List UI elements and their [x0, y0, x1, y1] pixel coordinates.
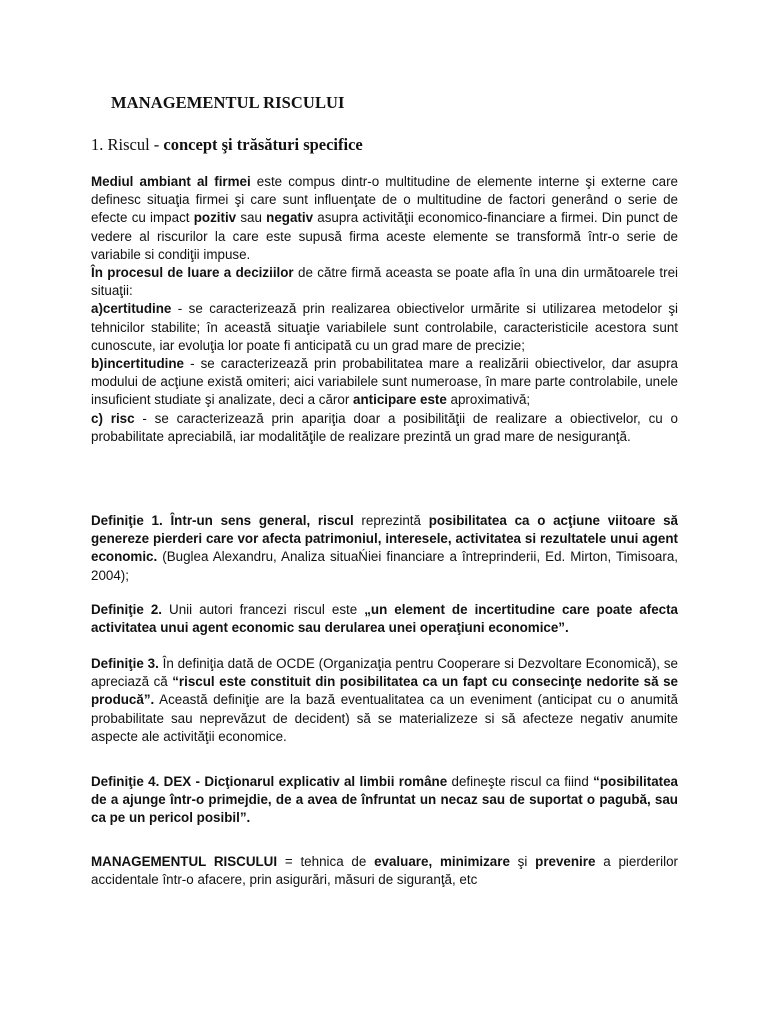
- bold-text: c) risc: [91, 410, 135, 426]
- definition-1: [91, 512, 678, 585]
- text: asupra activităţii economico-financiare a firmei. Din punct de vedere al riscurilor la care este supusă firma aceste elemente se transformă într-o serie de variabile si condiţii impuse.: [91, 210, 678, 262]
- text: (Buglea Alexandru, Analiza situaŃiei financiare a întreprinderii, Ed. Mirton, Timisoara, 2004);: [91, 549, 678, 583]
- bold-text: Definiţie 4. DEX - Dicţionarul explicativ al limbii române: [91, 774, 448, 789]
- definition-2: [91, 601, 678, 637]
- text: aproximativă;: [446, 392, 531, 408]
- paragraph-environment: [91, 173, 678, 264]
- bold-text: Definiţie 2.: [91, 602, 163, 617]
- risk-management-definition: [91, 853, 678, 889]
- definition-3: [91, 655, 678, 746]
- bold-text: anticipare este: [353, 392, 447, 408]
- bold-text: “posibilitatea de a ajunge într-o primejdie, de a avea de înfruntat un necaz sau de suportat o pagubă, sau ca pe un pericol posibil”.: [91, 774, 678, 826]
- bold-text: prevenire: [535, 854, 596, 869]
- text: - se caracterizează prin apariţia doar a posibilităţii de realizare a obiectivelor, cu o probabilitate apreciabilă, iar modalităţile de realizare prezintă un grad mare de nesiguranţă.: [91, 410, 678, 444]
- definition-1-text: [91, 512, 678, 585]
- text: şi: [509, 854, 536, 869]
- list-item-certainty: [91, 300, 678, 355]
- text: sau: [236, 210, 267, 226]
- section-heading: [91, 135, 363, 155]
- list-item-risk: [91, 410, 678, 446]
- text: - se caracterizează prin realizarea obiectivelor urmărite si utilizarea metodelor şi tehnicilor stabilite; în această situaţie variabilele sunt controlabile, caracteristicile acestora sunt cunoscute, iar evoluţia lor poate fi anticipată cu un grad mare de precizie;: [91, 301, 678, 353]
- paragraph-decision: [91, 264, 678, 300]
- intro-section: [91, 173, 678, 446]
- bold-text: Definiţie 3.: [91, 656, 159, 671]
- text: reprezintă: [353, 513, 429, 528]
- list-item-uncertainty: [91, 355, 678, 410]
- bold-text: a)certitudine: [91, 301, 172, 317]
- definition-3-text: [91, 655, 678, 746]
- bold-text: b)incertitudine: [91, 356, 184, 372]
- text: de către firmă aceasta se poate afla în una din următoarele trei situaţii:: [91, 265, 679, 299]
- text: = tehnica de: [277, 854, 375, 869]
- definition-4: [91, 773, 678, 828]
- text: - se caracterizează prin probabilitatea mare a realizării obiectivelor, dar asupra modului de acţiune există omiteri; aici variabilele sunt numeroase, în mare parte controlabile, unele insuficient studiate şi analizate, deci a căror: [91, 356, 678, 408]
- bold-text: negativ: [266, 210, 314, 226]
- bold-text: În procesul de luare a deciziilor: [91, 265, 294, 281]
- definition-2-text: [91, 601, 678, 637]
- section-heading-text: concept şi trăsături specifice: [163, 135, 363, 154]
- bold-text: posibilitatea ca o acţiune viitoare să genereze pierderi care vor afecta patrimoniul, interesele, activitatea si rezultatele unui agent economic.: [91, 513, 678, 565]
- bold-text: Definiţie 1. Într-un sens general, riscul: [91, 513, 354, 528]
- text: defineşte riscul ca fiind: [447, 774, 594, 789]
- risk-management-text: [91, 853, 678, 889]
- text: Unii autori francezi riscul este: [162, 602, 365, 617]
- bold-text: pozitiv: [193, 210, 237, 226]
- text: este compus dintr-o multitudine de elemente interne şi externe care definesc situaţia firmei şi care sunt influenţate de o multitudine de factori generând o serie de efecte cu impact: [91, 174, 678, 226]
- definition-4-text: [91, 773, 678, 828]
- bold-text: Mediul ambiant al firmei: [91, 174, 251, 189]
- text: În definiţia dată de OCDE (Organizaţia pentru Cooperare si Dezvoltare Economică), se apreciază că: [91, 656, 678, 690]
- text: a pierderilor accidentale într-o afacere, prin asigurări, măsuri de siguranţă, etc: [91, 854, 678, 888]
- bold-text: „un element de incertitudine care poate afecta activitatea unui agent economic sau derularea unei operaţiuni economice”.: [91, 602, 678, 636]
- bold-text: “riscul este constituit din posibilitatea ca un fapt cu consecinţe nedorite să se producă”.: [91, 674, 678, 708]
- section-number: 1. Riscul -: [91, 135, 164, 154]
- bold-text: MANAGEMENTUL RISCULUI: [91, 854, 278, 869]
- text: Această definiţie are la bază eventualitatea ca un eveniment (anticipat cu o anumită probabilitate sau neprevăzut de decident) să se materializeze si să afecteze negativ anumite aspecte ale activităţii economice.: [91, 692, 678, 744]
- bold-text: evaluare, minimizare: [374, 854, 510, 869]
- document-title: MANAGEMENTUL RISCULUI: [111, 93, 345, 112]
